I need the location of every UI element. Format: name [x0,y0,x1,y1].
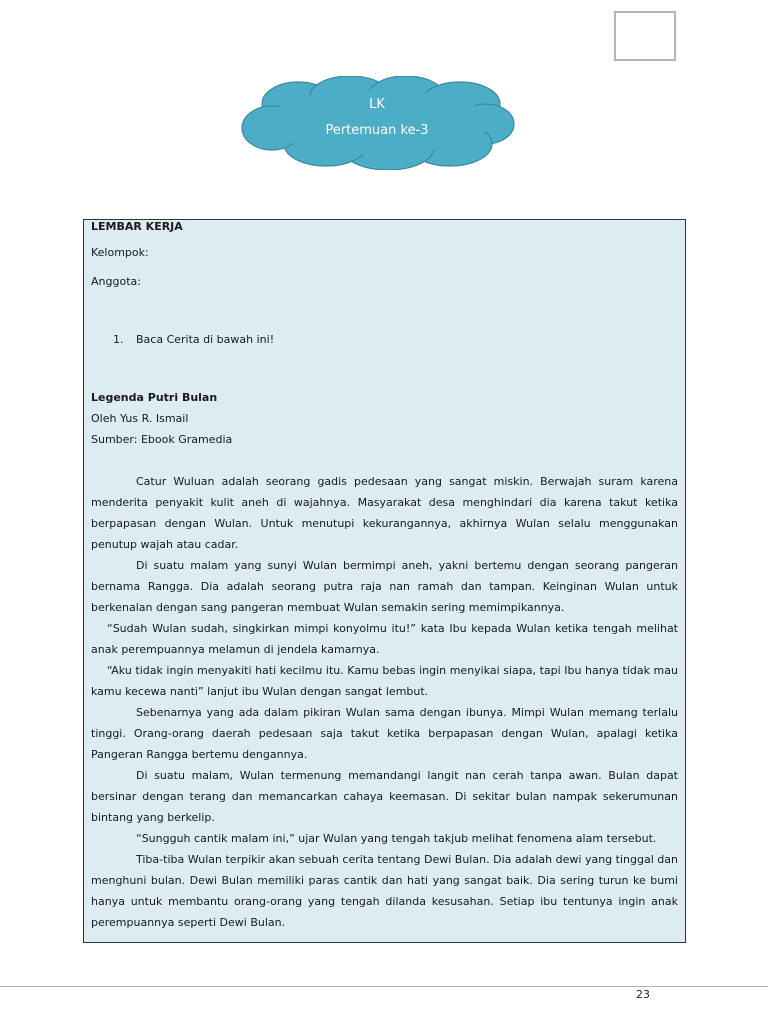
corner-box [614,11,676,61]
worksheet-title: LEMBAR KERJA [91,220,183,233]
story-source: Sumber: Ebook Gramedia [91,433,233,446]
story-paragraph: “Sudah Wulan sudah, singkirkan mimpi konyolmu itu!” kata Ibu kepada Wulan ketika tengah melihat anak perempuannya melamun di jendela kamarnya. [91,622,678,656]
story-paragraph: Sebenarnya yang ada dalam pikiran Wulan sama dengan ibunya. Mimpi Wulan memang terlalu tinggi. Orang-orang daerah pedesaan saja takut ketika berpapasan dengan Wulan, apalagi ketika Pangeran Rangga bertemu dengannya. [91,706,678,761]
lk-cloud-callout [238,76,516,170]
anggota-label: Anggota: [91,275,141,288]
worksheet-box [83,219,686,943]
footer-rule [0,986,768,987]
page-number: 23 [636,988,650,1001]
instruction-number: 1. [113,333,124,346]
story-paragraph: Tiba-tiba Wulan terpikir akan sebuah cerita tentang Dewi Bulan. Dia adalah dewi yang tinggal dan menghuni bulan. Dewi Bulan memiliki paras cantik dan hati yang sangat baik. Dia sering turun ke bumi hanya untuk membantu orang-orang yang tengah dilanda kesusahan. Setiap ibu tentunya ingin anak perempuannya seperti Dewi Bulan. [91,853,678,929]
cloud-title: LK [369,97,385,112]
story-paragraph: “Sungguh cantik malam ini,” ujar Wulan yang tengah takjub melihat fenomena alam tersebut. [136,832,657,845]
cloud-subtitle: Pertemuan ke-3 [325,123,429,138]
story-paragraph: “Aku tidak ingin menyakiti hati kecilmu itu. Kamu bebas ingin menyikai siapa, tapi Ibu hanya tidak mau kamu kecewa nanti” lanjut ibu Wulan dengan sangat lembut. [91,664,678,698]
story-author: Oleh Yus R. Ismail [91,412,189,425]
story-paragraph: Di suatu malam, Wulan termenung memandangi langit nan cerah tanpa awan. Bulan dapat bersinar dengan terang dan memancarkan cahaya keemasan. Di sekitar bulan nampak sekerumunan bintang yang berkelip. [91,769,678,824]
story-paragraph: Di suatu malam yang sunyi Wulan bermimpi aneh, yakni bertemu dengan seorang pangeran bernama Rangga. Dia adalah seorang putra raja nan ramah dan tampan. Keinginan Wulan untuk berkenalan dengan sang pangeran membuat Wulan semakin sering memimpikannya. [91,559,678,614]
instruction-item [91,329,678,350]
story-title: Legenda Putri Bulan [91,391,218,404]
instruction-text: Baca Cerita di bawah ini! [136,333,275,346]
kelompok-label: Kelompok: [91,246,149,259]
story-paragraph: Catur Wuluan adalah seorang gadis pedesaan yang sangat miskin. Berwajah suram karena menderita penyakit kulit aneh di wajahnya. Masyarakat desa menghindari dia karena takut ketika berpapasan dengan Wulan. Untuk menutupi kekurangannya, akhirnya Wulan selalu menggunakan penutup wajah atau cadar. [91,475,678,551]
